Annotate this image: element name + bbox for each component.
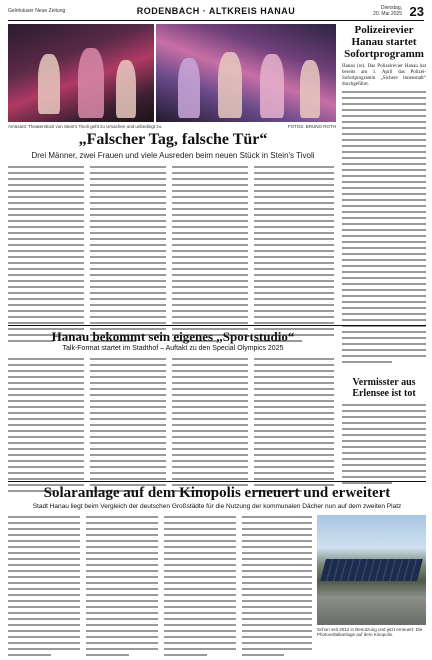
side-article-lead: Hanau (re). Das Polizeirevier Hanau hat bereits am 1. April das Polizei-Sofortprogramm „Sichere Innenstadt“ durchgeführt. [342,64,426,87]
main-headline: „Falscher Tag, falsche Tür“ [78,131,268,148]
side-article-police [342,24,426,367]
photo-credit: FOTOS: BRUNO ROTH [287,124,336,129]
section-title: RODENBACH · ALTKREIS HANAU [136,6,296,16]
article-column [86,516,158,660]
solar-headline: Solaranlage auf dem Kinopolis erneuert und erweitert [43,485,391,501]
side-article-headline: Vermisster aus Erlensee ist tot [352,377,416,399]
article-column [254,358,334,496]
article-column [90,166,166,346]
side-article-body [342,91,426,363]
solar-photo-caption: Schon seit 2012 in Benutzung und jetzt erneuert: Die Photovoltaikanlage auf dem Kinopolis. [317,627,423,637]
article-column [90,358,166,496]
solar-roof-photo [317,515,426,625]
article-column [242,516,312,660]
side-article-body [342,404,426,484]
article-column [172,358,248,496]
solar-subheadline: Stadt Hanau liegt beim Vergleich der deutschen Großstädte für die Nutzung der kommunalen Dächer nun auf dem zweiten Platz [32,503,402,510]
page-header [8,4,424,21]
actor-figure [116,60,136,118]
photo-caption-text: Amüsant: Theaterstück von Stein's Tivoli geht zu Ursachen und unbedingt zu. [8,124,163,129]
theater-photos [8,24,336,122]
paper-name: Gelnhäuser Neue Zeitung [8,8,66,14]
solar-panels-graphic [320,559,423,581]
actor-figure [300,60,320,118]
page-number: 23 [409,4,424,19]
actor-figure [260,54,284,118]
section-divider [8,325,426,326]
section-divider [8,481,426,482]
article-column [8,358,84,496]
actor-figure [218,52,242,118]
issue-date [373,5,402,17]
article-column [8,166,84,346]
actor-figure [78,48,104,118]
photo-caption [8,124,336,129]
main-subheadline: Drei Männer, zwei Frauen und viele Ausreden beim neuen Stück in Stein's Tivoli [31,151,315,160]
actor-figure [38,54,60,114]
article-column [254,166,334,346]
side-article-missing [342,377,426,488]
article-column [8,516,80,660]
theater-photo-left [8,24,154,122]
actor-figure [178,58,200,118]
issue-day: 20. Mai 2025 [373,11,402,17]
sport-subheadline: Talk-Format startet im Stadthof – Auftakt zu den Special Olympics 2025 [62,345,284,352]
theater-photo-right [156,24,336,122]
issue-weekday: Dienstag, [380,5,402,11]
sport-headline: Hanau bekommt sein eigenes „Sportstudio“ [51,329,295,344]
article-column [164,516,236,660]
article-column [172,166,248,346]
side-article-headline: Polizeirevier Hanau startet Sofortprogramm [344,24,424,60]
